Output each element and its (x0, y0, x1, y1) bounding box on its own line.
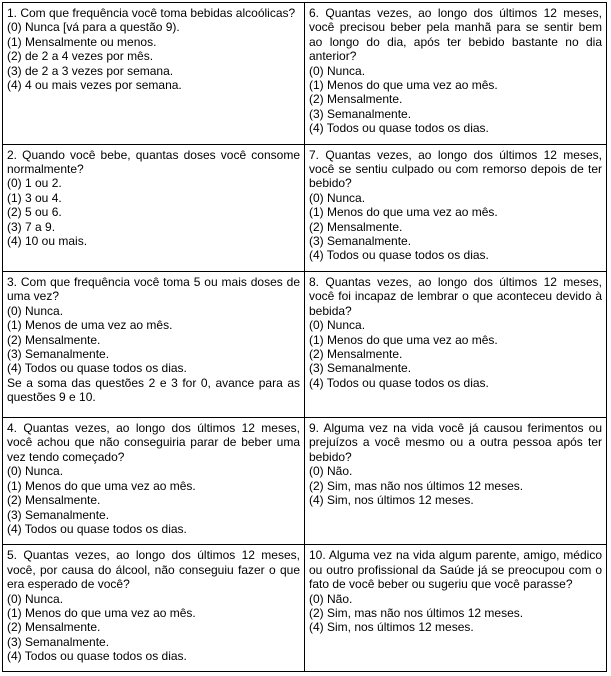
answer-option: (3) 7 a 9. (7, 219, 56, 234)
answer-option: (3) Semanalmente. (309, 361, 412, 376)
question-text: 10. Alguma vez na vida algum parente, amigo, médico ou outro profissional da Saúde já se preocupou com o fato de você beber ou sugeriu que você parasse? (309, 548, 602, 592)
answer-option: (4) Todos ou quase todos os dias. (7, 649, 187, 664)
answer-option: (2) Sim, mas não nos últimos 12 meses. (309, 478, 524, 493)
answer-option: (0) Nunca. (309, 190, 366, 205)
table-row (3, 271, 607, 417)
answer-option: (2) Mensalmente. (309, 346, 403, 361)
answer-option: (0) Não. (309, 464, 353, 479)
answer-option: (4) Sim, nos últimos 12 meses. (309, 620, 474, 635)
answer-option: (1) Menos do que uma vez ao mês. (309, 205, 498, 220)
answer-option: (3) Semanalmente. (309, 234, 412, 249)
question-cell (3, 3, 305, 145)
question-text: 1. Com que frequência você toma bebidas alcoólicas? (7, 6, 296, 20)
answer-option: (0) Nunca. (7, 303, 64, 318)
skip-instruction: Se a soma das questões 2 e 3 for 0, avance para as questões 9 e 10. (7, 375, 300, 405)
answer-option: (0) Nunca. (309, 63, 366, 78)
answer-option: (2) 5 ou 6. (7, 205, 62, 220)
table-row (3, 144, 607, 271)
answer-option: (4) Todos ou quase todos os dias. (309, 248, 489, 263)
answer-option: (3) Semanalmente. (7, 346, 110, 361)
question-text: 7. Quantas vezes, ao longo dos últimos 12 meses, você se sentiu culpado ou com remorso depois de ter bebido? (309, 147, 602, 191)
question-cell (305, 418, 607, 545)
answer-option: (2) Mensalmente. (309, 219, 403, 234)
question-cell (3, 144, 305, 271)
answer-option: (2) de 2 a 4 vezes por mês. (7, 49, 154, 64)
answer-option: (2) Mensalmente. (7, 493, 101, 508)
answer-option: (1) Menos do que uma vez ao mês. (7, 606, 196, 621)
answer-option: (2) Mensalmente. (7, 620, 101, 635)
question-cell (305, 3, 607, 145)
answer-option: (3) Semanalmente. (7, 634, 110, 649)
answer-option: (4) Sim, nos últimos 12 meses. (309, 493, 474, 508)
answer-option: (4) 10 ou mais. (7, 234, 88, 249)
answer-option: (1) Menos do que uma vez ao mês. (309, 78, 498, 93)
answer-option: (2) Sim, mas não nos últimos 12 meses. (309, 606, 524, 621)
table-row (3, 545, 607, 672)
answer-option: (0) Nunca. (309, 318, 366, 333)
question-text: 6. Quantas vezes, ao longo dos últimos 12 meses, você precisou beber pela manhã para se sentir bem ao longo do dia, após ter bebido bastante no dia anterior? (309, 6, 602, 64)
question-text: 4. Quantas vezes, ao longo dos últimos 12 meses, você achou que não conseguiria parar de beber uma vez tendo começado? (7, 421, 300, 464)
answer-option: (1) Menos do que uma vez ao mês. (7, 478, 196, 493)
question-cell (3, 271, 305, 417)
question-text: 5. Quantas vezes, ao longo dos últimos 12 meses, você, por causa do álcool, não conseguiu fazer o que era esperado de você? (7, 548, 300, 592)
question-cell (305, 545, 607, 672)
question-text: 8. Quantas vezes, ao longo dos últimos 12 meses, você foi incapaz de lembrar o que aconteceu devido à bebida? (309, 274, 602, 318)
question-text: 3. Com que frequência você toma 5 ou mais doses de uma vez? (7, 274, 300, 304)
answer-option: (3) Semanalmente. (309, 106, 412, 121)
table-row (3, 418, 607, 545)
answer-option: (0) 1 ou 2. (7, 176, 62, 191)
answer-option: (4) Todos ou quase todos os dias. (309, 121, 489, 136)
answer-option: (1) Menos de uma vez ao mês. (7, 318, 173, 333)
answer-option: (4) Todos ou quase todos os dias. (309, 375, 489, 390)
question-text: 9. Alguma vez na vida você já causou ferimentos ou prejuízos a você mesmo ou a outra pessoa após ter bebido? (309, 421, 602, 464)
question-cell (305, 271, 607, 417)
question-cell (3, 418, 305, 545)
answer-option: (0) Nunca. (7, 464, 64, 479)
answer-option: (4) 4 ou mais vezes por semana. (7, 78, 182, 93)
question-cell (305, 144, 607, 271)
answer-option: (4) Todos ou quase todos os dias. (7, 361, 187, 376)
questionnaire-table (2, 2, 607, 672)
answer-option: (3) de 2 a 3 vezes por semana. (7, 63, 174, 78)
answer-option: (2) Mensalmente. (309, 92, 403, 107)
answer-option: (1) 3 ou 4. (7, 190, 62, 205)
table-row (3, 3, 607, 145)
answer-option: (2) Mensalmente. (7, 332, 101, 347)
question-cell (3, 545, 305, 672)
answer-option: (1) Menos do que uma vez ao mês. (309, 332, 498, 347)
answer-option: (1) Mensalmente ou menos. (7, 34, 157, 49)
question-text: 2. Quando você bebe, quantas doses você consome normalmente? (7, 147, 300, 176)
answer-option: (0) Nunca. (7, 591, 64, 606)
answer-option: (4) Todos ou quase todos os dias. (7, 521, 187, 536)
answer-option: (3) Semanalmente. (7, 507, 110, 522)
answer-option: (0) Não. (309, 591, 353, 606)
answer-option: (0) Nunca [vá para a questão 9). (7, 20, 180, 35)
